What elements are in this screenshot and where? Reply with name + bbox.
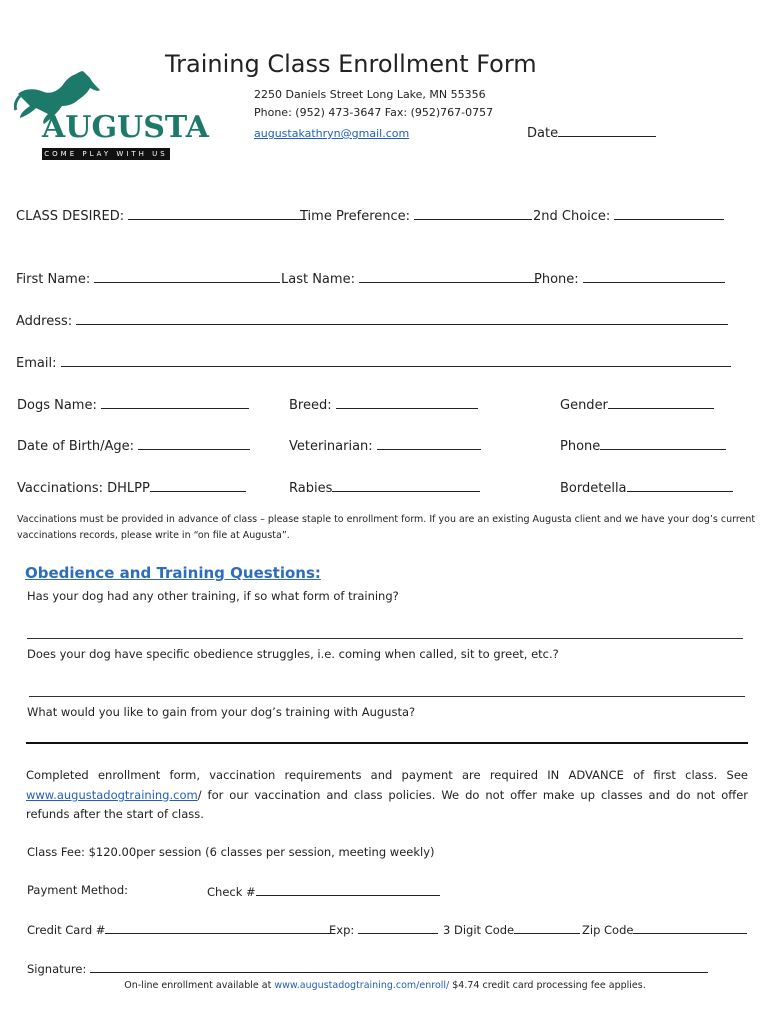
- policy-paragraph: [26, 766, 748, 825]
- last-name-field[interactable]: [281, 270, 539, 287]
- zip-code-label: Zip Code: [582, 923, 634, 937]
- dogs-name-label: Dogs Name:: [17, 398, 97, 413]
- breed-field[interactable]: [289, 396, 478, 413]
- dogs-name-field[interactable]: [17, 396, 249, 413]
- date-label: Date: [527, 126, 559, 141]
- first-name-field[interactable]: [16, 270, 280, 287]
- time-preference-label: Time Preference:: [300, 209, 411, 224]
- address-field[interactable]: [16, 312, 728, 329]
- second-choice-field[interactable]: [533, 207, 724, 224]
- gender-field[interactable]: [560, 396, 714, 413]
- check-number-label: Check #: [207, 885, 256, 899]
- footer-enroll-link[interactable]: www.augustadogtraining.com/enroll/: [274, 980, 450, 991]
- policy-text-before: Completed enrollment form, vaccination requirements and payment are required IN ADVANCE of first class. See: [26, 768, 748, 782]
- email-field[interactable]: [16, 354, 731, 371]
- veterinarian-field[interactable]: [289, 437, 481, 454]
- augusta-logo: [14, 66, 209, 160]
- footer-text-after: $4.74 credit card processing fee applies.: [449, 980, 646, 991]
- vaccination-note-line1: Vaccinations must be provided in advance of class – please staple to enrollment form. If you are an existing Augusta client and we have your dog’s current: [17, 514, 756, 525]
- answer-3-rule[interactable]: [26, 742, 748, 744]
- second-choice-label: 2nd Choice:: [533, 209, 611, 224]
- breed-label: Breed:: [289, 398, 332, 413]
- dhlpp-field[interactable]: [17, 479, 246, 496]
- class-desired-label: CLASS DESIRED:: [16, 209, 125, 224]
- question-2: Does your dog have specific obedience struggles, i.e. coming when called, sit to greet, etc.?: [27, 647, 559, 661]
- class-desired-field[interactable]: [16, 207, 306, 224]
- footer-note: [0, 980, 770, 991]
- vet-phone-label: Phone: [560, 439, 601, 454]
- first-name-label: First Name:: [16, 272, 91, 287]
- date-field[interactable]: [527, 124, 656, 141]
- answer-2-line[interactable]: [29, 696, 745, 697]
- credit-card-label: Credit Card #: [27, 923, 106, 937]
- footer-text-before: On-line enrollment available at: [124, 980, 275, 991]
- cvv-field[interactable]: [443, 921, 580, 937]
- payment-method-label: Payment Method:: [27, 883, 129, 897]
- signature-label: Signature:: [27, 962, 87, 976]
- logo-tagline: COME PLAY WITH US: [42, 148, 170, 160]
- exp-field[interactable]: [329, 921, 438, 937]
- logo-wordmark: AUGUSTA: [42, 110, 209, 145]
- answer-1-line[interactable]: [27, 638, 743, 639]
- questions-heading: Obedience and Training Questions:: [25, 564, 321, 582]
- phone-label: Phone:: [534, 272, 579, 287]
- rabies-label: Rabies: [289, 481, 333, 496]
- zip-code-field[interactable]: [582, 921, 747, 937]
- credit-card-field[interactable]: [27, 921, 333, 937]
- gender-label: Gender: [560, 398, 608, 413]
- phone-fax-line: Phone: (952) 473-3647 Fax: (952)767-0757: [254, 106, 494, 119]
- phone-field[interactable]: [534, 270, 725, 287]
- address-line: 2250 Daniels Street Long Lake, MN 55356: [254, 88, 486, 101]
- time-preference-field[interactable]: [300, 207, 532, 224]
- dob-age-label: Date of Birth/Age:: [17, 439, 134, 454]
- veterinarian-label: Veterinarian:: [289, 439, 373, 454]
- vet-phone-field[interactable]: [560, 437, 726, 454]
- signature-field[interactable]: [27, 960, 708, 976]
- address-label: Address:: [16, 314, 73, 329]
- email-label: Email:: [16, 356, 57, 371]
- cvv-label: 3 Digit Code: [443, 923, 515, 937]
- question-3: What would you like to gain from your dog’s training with Augusta?: [27, 705, 416, 719]
- vaccination-note-line2: vaccinations records, please write in “on file at Augusta”.: [17, 530, 290, 541]
- class-fee-text: Class Fee: $120.00per session (6 classes per session, meeting weekly): [27, 845, 435, 859]
- policy-website-link[interactable]: www.augustadogtraining.com: [26, 787, 198, 802]
- page-title: Training Class Enrollment Form: [165, 50, 537, 78]
- bordetella-label: Bordetella: [560, 481, 627, 496]
- policy-text-after: / for our vaccination and class policies. We do not offer make up classes and do not offer refunds after the start of class.: [26, 787, 748, 821]
- rabies-field[interactable]: [289, 479, 480, 496]
- check-number-field[interactable]: [207, 883, 440, 899]
- dob-age-field[interactable]: [17, 437, 250, 454]
- dhlpp-label: Vaccinations: DHLPP: [17, 481, 150, 496]
- exp-label: Exp:: [329, 923, 355, 937]
- last-name-label: Last Name:: [281, 272, 355, 287]
- question-1: Has your dog had any other training, if so what form of training?: [27, 589, 399, 603]
- email-link[interactable]: augustakathryn@gmail.com: [254, 127, 410, 140]
- bordetella-field[interactable]: [560, 479, 733, 496]
